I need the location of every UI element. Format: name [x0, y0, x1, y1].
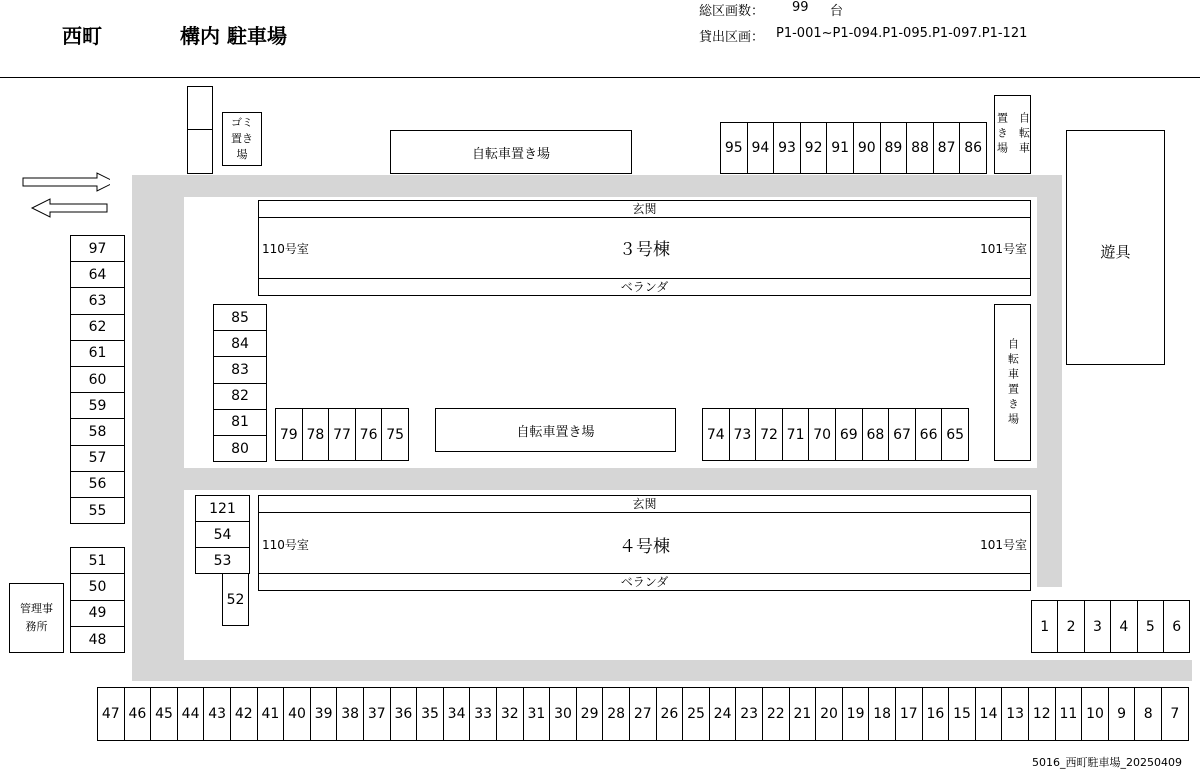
b3-veranda: ベランダ: [259, 278, 1030, 295]
parking-space-25: 25: [682, 687, 710, 741]
parking-space-75: 75: [381, 408, 409, 461]
bike-top-right-col1: 置き場: [995, 112, 1009, 157]
road-top: [132, 175, 1062, 197]
building-3: [258, 200, 1031, 296]
arrow-out-icon: [32, 199, 107, 217]
road-right: [1037, 175, 1062, 587]
parking-space-21: 21: [789, 687, 817, 741]
parking-space-40: 40: [283, 687, 311, 741]
parking-space-83: 83: [213, 356, 267, 383]
b3-entrance: 玄関: [259, 201, 1030, 218]
road-middle: [132, 468, 1062, 490]
parking-space-85: 85: [213, 304, 267, 331]
parking-space-43: 43: [203, 687, 231, 741]
parking-space-24: 24: [709, 687, 737, 741]
parking-space-2: 2: [1057, 600, 1084, 653]
parking-space-9: 9: [1108, 687, 1136, 741]
rental-value: P1-001~P1-094.P1-095.P1-097.P1-121: [776, 26, 1028, 41]
parking-space-68: 68: [862, 408, 890, 461]
parking-space-67: 67: [888, 408, 916, 461]
parking-space-7: 7: [1161, 687, 1189, 741]
parking-space-38: 38: [336, 687, 364, 741]
bike-parking-middle: 自転車置き場: [435, 408, 676, 452]
parking-space-62: 62: [70, 314, 125, 341]
parking-space-77: 77: [328, 408, 356, 461]
parking-space-64: 64: [70, 261, 125, 288]
parking-space-19: 19: [842, 687, 870, 741]
parking-space-58: 58: [70, 418, 125, 445]
parking-space-61: 61: [70, 340, 125, 367]
parking-space-79: 79: [275, 408, 303, 461]
parking-space-50: 50: [70, 573, 125, 600]
parking-space-31: 31: [523, 687, 551, 741]
b4-name: ４号棟: [619, 537, 670, 557]
parking-space-95: 95: [720, 122, 748, 174]
parking-space-46: 46: [124, 687, 152, 741]
playground: 遊具: [1066, 130, 1165, 365]
parking-space-30: 30: [549, 687, 577, 741]
parking-space-86: 86: [959, 122, 987, 174]
parking-space-35: 35: [416, 687, 444, 741]
parking-space-32: 32: [496, 687, 524, 741]
parking-space-74: 74: [702, 408, 730, 461]
parking-space-72: 72: [755, 408, 783, 461]
parking-space-65: 65: [941, 408, 969, 461]
b4-right-room: 101号室: [980, 538, 1027, 552]
parking-space-22: 22: [762, 687, 790, 741]
parking-space-29: 29: [576, 687, 604, 741]
parking-space-15: 15: [948, 687, 976, 741]
parking-space-94: 94: [747, 122, 775, 174]
parking-space-10: 10: [1081, 687, 1109, 741]
parking-space-34: 34: [443, 687, 471, 741]
header-divider: [0, 77, 1200, 78]
bike-parking-right: [994, 304, 1031, 461]
lot-name: 構内 駐車場: [180, 24, 287, 48]
parking-space-3: 3: [1084, 600, 1111, 653]
b3-right-room: 101号室: [980, 242, 1027, 256]
parking-space-45: 45: [150, 687, 178, 741]
parking-space-39: 39: [310, 687, 338, 741]
parking-space-51: 51: [70, 547, 125, 574]
road-left: [132, 175, 184, 681]
b4-veranda: ベランダ: [259, 573, 1030, 590]
arrow-in-icon: [23, 173, 110, 191]
parking-space-42: 42: [230, 687, 258, 741]
parking-space-71: 71: [782, 408, 810, 461]
parking-space-48: 48: [70, 626, 125, 653]
bike-right-label: 自転車置き場: [1006, 337, 1020, 428]
parking-space-81: 81: [213, 409, 267, 436]
parking-space-8: 8: [1134, 687, 1162, 741]
parking-space-49: 49: [70, 600, 125, 627]
parking-space-11: 11: [1055, 687, 1083, 741]
parking-space-4: 4: [1110, 600, 1137, 653]
parking-space-47: 47: [97, 687, 125, 741]
total-label: 総区画数：: [699, 4, 765, 19]
parking-space-53: 53: [195, 547, 250, 574]
parking-space-54: 54: [195, 521, 250, 548]
parking-space-13: 13: [1001, 687, 1029, 741]
parking-space-59: 59: [70, 392, 125, 419]
parking-space-28: 28: [602, 687, 630, 741]
parking-space-121: 121: [195, 495, 250, 522]
parking-space-84: 84: [213, 330, 267, 357]
parking-space-18: 18: [868, 687, 896, 741]
parking-space-93: 93: [773, 122, 801, 174]
garbage-area: ゴミ置き場: [222, 112, 262, 166]
parking-space-82: 82: [213, 383, 267, 410]
b3-left-room: 110号室: [262, 242, 309, 256]
parking-space-26: 26: [656, 687, 684, 741]
parking-space-63: 63: [70, 287, 125, 314]
parking-space-97: 97: [70, 235, 125, 262]
bike-parking-top: 自転車置き場: [390, 130, 632, 174]
parking-space-66: 66: [915, 408, 943, 461]
parking-space-73: 73: [729, 408, 757, 461]
parking-space-90: 90: [853, 122, 881, 174]
parking-space-80: 80: [213, 435, 267, 462]
parking-space-60: 60: [70, 366, 125, 393]
parking-space-14: 14: [975, 687, 1003, 741]
parking-space-33: 33: [469, 687, 497, 741]
total-unit: 台: [830, 4, 844, 19]
parking-space-88: 88: [906, 122, 934, 174]
bike-parking-top-right: [994, 95, 1031, 174]
parking-space-6: 6: [1163, 600, 1190, 653]
parking-space-16: 16: [922, 687, 950, 741]
parking-space-57: 57: [70, 445, 125, 472]
b4-entrance: 玄関: [259, 496, 1030, 513]
parking-space-92: 92: [800, 122, 828, 174]
parking-space-87: 87: [933, 122, 961, 174]
file-caption: 5016_西町駐車場_20250409: [1032, 756, 1182, 769]
area-name: 西町: [62, 24, 102, 48]
parking-space-41: 41: [257, 687, 285, 741]
b4-left-room: 110号室: [262, 538, 309, 552]
parking-space-56: 56: [70, 471, 125, 498]
parking-space-23: 23: [735, 687, 763, 741]
parking-space-70: 70: [808, 408, 836, 461]
parking-space-52: 52: [222, 573, 249, 626]
parking-space-37: 37: [363, 687, 391, 741]
road-bottom: [132, 660, 1192, 681]
shed-lower: [187, 129, 213, 174]
parking-space-44: 44: [177, 687, 205, 741]
parking-space-78: 78: [302, 408, 330, 461]
b3-name: ３号棟: [619, 240, 670, 260]
total-value: 99: [792, 0, 809, 15]
parking-space-12: 12: [1028, 687, 1056, 741]
parking-space-20: 20: [815, 687, 843, 741]
building-4: [258, 495, 1031, 591]
parking-space-89: 89: [880, 122, 908, 174]
management-office: 管理事務所: [9, 583, 64, 653]
parking-space-5: 5: [1137, 600, 1164, 653]
parking-space-76: 76: [355, 408, 383, 461]
parking-space-1: 1: [1031, 600, 1058, 653]
parking-space-36: 36: [390, 687, 418, 741]
parking-space-17: 17: [895, 687, 923, 741]
rental-label: 貸出区画：: [699, 30, 765, 45]
shed-upper: [187, 86, 213, 130]
parking-space-91: 91: [826, 122, 854, 174]
parking-space-69: 69: [835, 408, 863, 461]
parking-space-55: 55: [70, 497, 125, 524]
entrance-arrows: [20, 170, 110, 222]
bike-top-right-col2: 自転車: [1017, 112, 1031, 157]
parking-space-27: 27: [629, 687, 657, 741]
